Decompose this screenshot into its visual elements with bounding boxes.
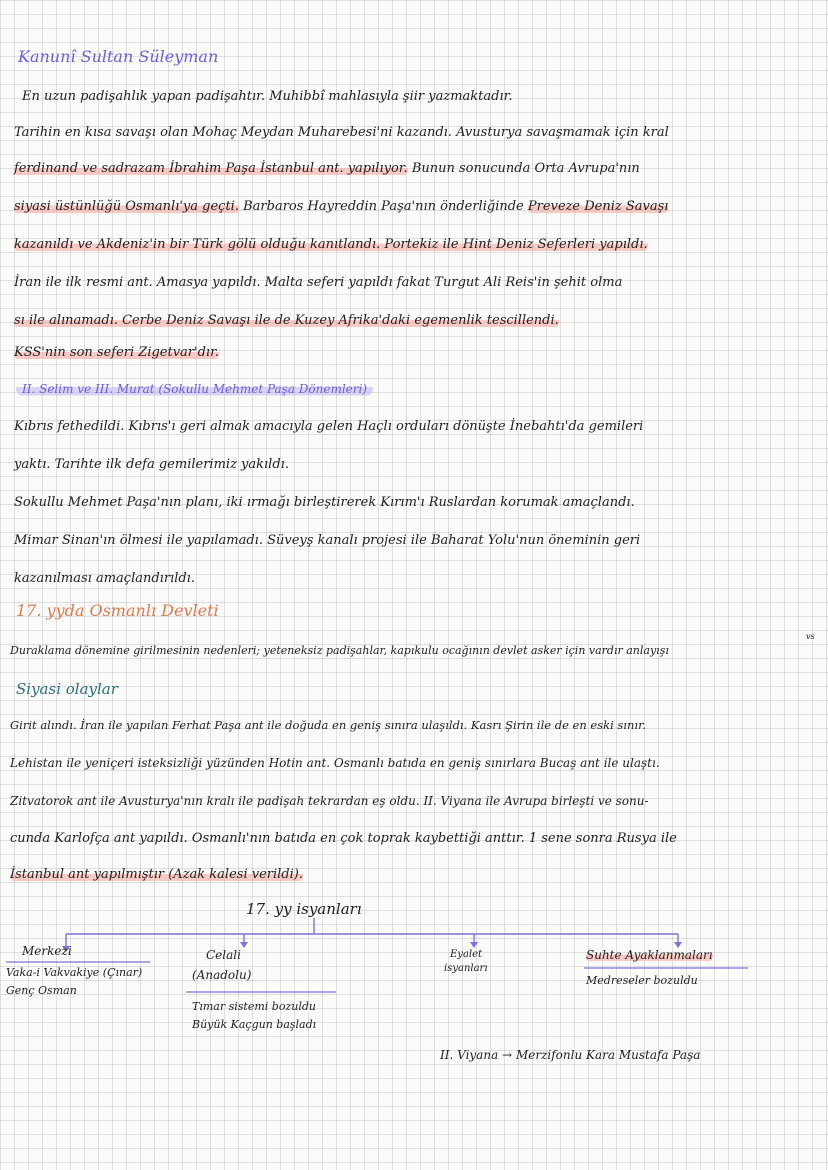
p3-note: vs (806, 632, 815, 641)
tree-celali: Celali (206, 948, 241, 962)
viyana-left: II. Viyana (440, 1048, 499, 1062)
tree-celali-sub: (Anadolu) (192, 968, 252, 982)
heading-kanuni: Kanunî Sultan Süleyman (18, 47, 219, 66)
tree-eyalet-sub: isyanları (444, 963, 488, 974)
p1-line-2: Tarihin en kısa savaşı olan Mohaç Meydan Muharebesi'ni kazandı. Avusturya savaşmamak için kral (14, 125, 669, 140)
p4-line-1: Girit alındı. İran ile yapılan Ferhat Paşa ant ile doğuda en geniş sınıra ulaşıldı. Kasrı Şirin ile de en eski sınır. (10, 718, 646, 732)
p1-line-3-rest: Bunun sonucunda Orta Avrupa'nın (407, 161, 640, 176)
tree-celali-item-2: Büyük Kaçgun başladı (192, 1018, 317, 1031)
viyana-right: Merzifonlu Kara Mustafa Paşa (515, 1048, 701, 1062)
p4-line-3: Zitvatorok ant ile Avusturya'nın kralı ile padişah tekrardan eş oldu. II. Viyana ile Avrupa birleşti ve sonu- (10, 794, 649, 808)
p4-line-5-highlight: İstanbul ant yapılmıştır (Azak kalesi verildi). (10, 867, 303, 882)
tree-suhte-highlight: Suhte Ayaklanmaları (586, 948, 713, 962)
tree-merkezi-item-1: Vaka-i Vakvakiye (Çınar) (6, 966, 143, 979)
p1-line-4-preveze: Preveze Deniz Savaşı (527, 199, 669, 214)
heading-17yy: 17. yyda Osmanlı Devleti (16, 601, 219, 620)
p2-line-5: kazanılması amaçlandırıldı. (14, 571, 195, 586)
p1-line-7-highlight: sı ile alınamadı. Cerbe Deniz Savaşı ile de Kuzey Afrika'daki egemenlik tescillendi. (14, 313, 559, 328)
p1-line-8-highlight: KSS'nin son seferi Zigetvar'dır. (14, 345, 219, 360)
tree-root: 17. yy isyanları (246, 900, 362, 918)
tree-merkezi-item-2: Genç Osman (6, 984, 77, 997)
p3-line-1: Duraklama dönemine girilmesinin nedenleri; yeteneksiz padişahlar, kapıkulu ocağının devlet asker için vardır anlayışı (10, 644, 669, 657)
heading-siyasi: Siyasi olaylar (16, 680, 118, 698)
viyana-note (440, 1048, 700, 1062)
p2-line-4: Mimar Sinan'ın ölmesi ile yapılamadı. Süveyş kanalı projesi ile Baharat Yolu'nun öneminin geri (14, 533, 641, 548)
p1-line-5-highlight: kazanıldı ve Akdeniz'in bir Türk gölü olduğu kanıtlandı. Portekiz ile Hint Deniz Seferleri yapıldı. (14, 237, 648, 252)
p4-line-4: cunda Karlofça ant yapıldı. Osmanlı'nın batıda en çok toprak kaybettiği anttır. 1 sene sonra Rusya ile (10, 831, 677, 846)
p1-line-4-mid: Barbaros Hayreddin Paşa'nın önderliğinde (238, 199, 528, 214)
p2-line-3: Sokullu Mehmet Paşa'nın planı, iki ırmağı birleştirerek Kırım'ı Ruslardan korumak amaçlandı. (14, 495, 635, 510)
tree-merkezi: Merkezi (22, 944, 72, 958)
p1-line-6: İran ile ilk resmi ant. Amasya yapıldı. Malta seferi yapıldı fakat Turgut Ali Reis'in şehit olma (14, 275, 623, 290)
p2-line-2: yaktı. Tarihte ilk defa gemilerimiz yakıldı. (14, 457, 289, 472)
p2-line-1: Kıbrıs fethedildi. Kıbrıs'ı geri almak amacıyla gelen Haçlı orduları dönüşte İnebahtı'da gemileri (14, 419, 644, 434)
tree-suhte-item-1: Medreseler bozuldu (586, 974, 698, 987)
p4-line-2: Lehistan ile yeniçeri isteksizliği yüzünden Hotin ant. Osmanlı batıda en geniş sınırlara Bucaş ant ile ulaştı. (10, 756, 660, 770)
p1-line-3-highlight: ferdinand ve sadrazam İbrahim Paşa İstanbul ant. yapılıyor. (14, 161, 408, 176)
tree-eyalet: Eyalet (450, 949, 483, 960)
p1-line-1: En uzun padişahlık yapan padişahtır. Muhibbî mahlasıyla şiir yazmaktadır. (22, 89, 513, 104)
heading-selim-murat-highlight: II. Selim ve III. Murat (Sokullu Mehmet Paşa Dönemleri) (16, 382, 373, 396)
arrow-right-icon: → (502, 1048, 513, 1062)
tree-suhte (586, 948, 713, 962)
p1-line-4-highlight: siyasi üstünlüğü Osmanlı'ya geçti. (14, 199, 239, 214)
tree-celali-item-1: Tımar sistemi bozuldu (192, 1000, 316, 1013)
